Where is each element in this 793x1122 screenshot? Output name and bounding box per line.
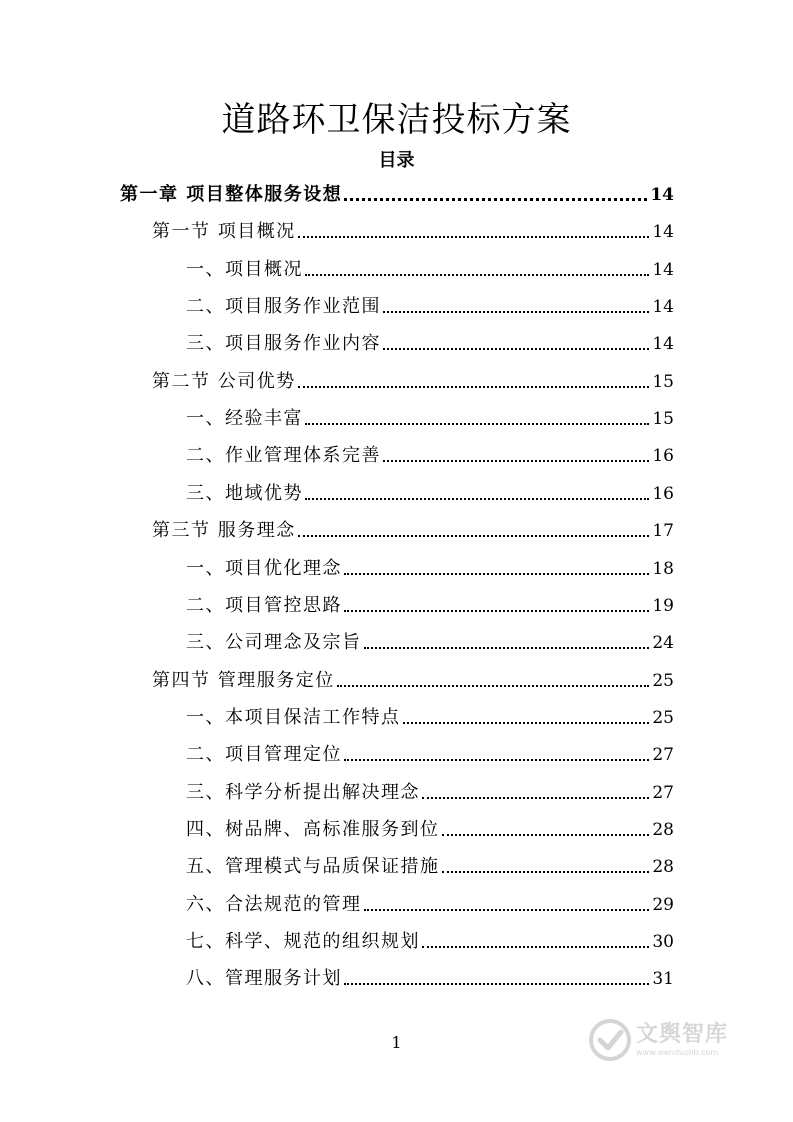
toc-entry[interactable] bbox=[186, 475, 674, 505]
toc-entry-page: 30 bbox=[652, 932, 674, 952]
toc-entry-page: 19 bbox=[652, 595, 674, 616]
toc-dot-leader bbox=[442, 871, 650, 873]
toc-entry-page: 24 bbox=[652, 633, 674, 654]
toc-entry[interactable] bbox=[186, 886, 674, 916]
toc-entry-label: 七、科学、规范的组织规划 bbox=[186, 931, 420, 952]
toc-dot-leader bbox=[344, 759, 649, 761]
toc-entry-page: 28 bbox=[652, 857, 674, 878]
toc-entry-label: 二、项目管控思路 bbox=[186, 594, 342, 616]
toc-entry-label: 第一节 项目概况 bbox=[152, 221, 296, 243]
toc-entry-label: 一、项目概况 bbox=[186, 258, 303, 280]
toc-entry-label: 四、树品牌、高标准服务到位 bbox=[186, 818, 440, 840]
toc-entry-label: 三、地域优势 bbox=[186, 482, 303, 504]
toc-dot-leader bbox=[442, 834, 650, 836]
toc-entry[interactable] bbox=[186, 960, 674, 990]
toc-entry-page: 16 bbox=[652, 483, 674, 504]
toc-dot-leader bbox=[298, 236, 650, 238]
toc-entry[interactable] bbox=[152, 662, 674, 692]
toc-entry[interactable] bbox=[186, 736, 674, 766]
toc-entry-page: 31 bbox=[652, 969, 674, 990]
toc-dot-leader bbox=[298, 535, 650, 537]
toc-dot-leader bbox=[403, 722, 650, 724]
toc-entry-page: 28 bbox=[652, 819, 674, 840]
toc-entry-page: 15 bbox=[652, 371, 674, 392]
toc-dot-leader bbox=[344, 610, 649, 612]
toc-entry-label: 一、本项目保洁工作特点 bbox=[186, 706, 401, 728]
toc-entry[interactable] bbox=[186, 437, 674, 467]
watermark bbox=[588, 1018, 728, 1062]
toc-entry[interactable] bbox=[186, 251, 674, 281]
toc-entry-page: 27 bbox=[652, 745, 674, 766]
toc-entry[interactable] bbox=[186, 587, 674, 617]
toc-entry[interactable] bbox=[152, 363, 674, 393]
toc-entry[interactable] bbox=[152, 512, 674, 542]
toc-entry-label: 六、合法规范的管理 bbox=[186, 893, 362, 915]
toc-entry[interactable] bbox=[152, 213, 674, 243]
toc-entry[interactable] bbox=[186, 550, 674, 580]
toc-entry-label: 八、管理服务计划 bbox=[186, 968, 342, 990]
toc-entry[interactable] bbox=[186, 811, 674, 841]
page-number: 1 bbox=[391, 1033, 402, 1052]
toc-entry-label: 三、公司理念及宗旨 bbox=[186, 632, 362, 654]
toc-dot-leader bbox=[305, 274, 649, 276]
toc-dot-leader bbox=[344, 573, 649, 575]
toc-dot-leader bbox=[383, 348, 649, 350]
toc-entry-page: 14 bbox=[650, 185, 674, 205]
toc-entry-label: 二、项目管理定位 bbox=[186, 744, 342, 766]
toc-entry-page: 25 bbox=[652, 707, 674, 728]
toc-entry-page: 15 bbox=[652, 409, 674, 430]
toc-dot-leader bbox=[383, 311, 649, 313]
toc-entry[interactable] bbox=[186, 288, 674, 318]
toc-entry-page: 14 bbox=[652, 297, 674, 318]
toc-entry-page: 17 bbox=[652, 521, 674, 542]
watermark-name: 文舆智库 bbox=[636, 1021, 729, 1047]
toc-entry-label: 一、项目优化理念 bbox=[186, 557, 342, 579]
toc-dot-leader bbox=[422, 797, 649, 799]
toc-entry-label: 三、项目服务作业内容 bbox=[186, 333, 381, 355]
toc-entry[interactable] bbox=[186, 325, 674, 355]
toc-entry-label: 第三节 服务理念 bbox=[152, 520, 296, 542]
watermark-url: www.wenduolib.com bbox=[636, 1047, 719, 1057]
toc-dot-leader bbox=[305, 423, 649, 425]
toc-entry-label: 第二节 公司优势 bbox=[152, 370, 296, 392]
toc-entry[interactable] bbox=[186, 400, 674, 430]
document-title: 道路环卫保洁投标方案 bbox=[221, 100, 572, 140]
watermark-logo-icon bbox=[588, 1018, 632, 1062]
toc-entry-label: 第一章 项目整体服务设想 bbox=[120, 184, 343, 205]
toc-entry-page: 16 bbox=[652, 446, 674, 467]
toc-entry-label: 三、科学分析提出解决理念 bbox=[186, 781, 420, 803]
toc-entry[interactable] bbox=[120, 176, 674, 206]
toc-dot-leader bbox=[344, 983, 649, 985]
toc-dot-leader bbox=[364, 909, 650, 911]
toc-entry-label: 第四节 管理服务定位 bbox=[152, 669, 335, 691]
toc-dot-leader bbox=[344, 198, 647, 201]
toc-entry-label: 五、管理模式与品质保证措施 bbox=[186, 856, 440, 878]
toc-entry-page: 29 bbox=[652, 894, 674, 915]
toc-entry-page: 14 bbox=[652, 222, 674, 243]
toc-entry[interactable] bbox=[186, 774, 674, 804]
toc-dot-leader bbox=[298, 386, 650, 388]
toc-entry-page: 27 bbox=[652, 782, 674, 803]
toc-dot-leader bbox=[337, 685, 650, 687]
toc-entry-label: 二、作业管理体系完善 bbox=[186, 445, 381, 467]
toc-entry[interactable] bbox=[186, 923, 674, 953]
toc-entry[interactable] bbox=[186, 699, 674, 729]
toc-entry-page: 14 bbox=[652, 334, 674, 355]
toc-entry-page: 14 bbox=[652, 259, 674, 280]
toc-entry-page: 18 bbox=[652, 558, 674, 579]
toc-dot-leader bbox=[364, 647, 650, 649]
toc-entry-label: 一、经验丰富 bbox=[186, 408, 303, 430]
toc-entry-label: 二、项目服务作业范围 bbox=[186, 296, 381, 318]
toc-entry[interactable] bbox=[186, 848, 674, 878]
toc-entry-page: 25 bbox=[652, 670, 674, 691]
toc-dot-leader bbox=[422, 946, 649, 948]
toc-dot-leader bbox=[305, 498, 649, 500]
toc-heading: 目录 bbox=[378, 150, 415, 171]
toc-entry[interactable] bbox=[186, 624, 674, 654]
toc-dot-leader bbox=[383, 460, 649, 462]
